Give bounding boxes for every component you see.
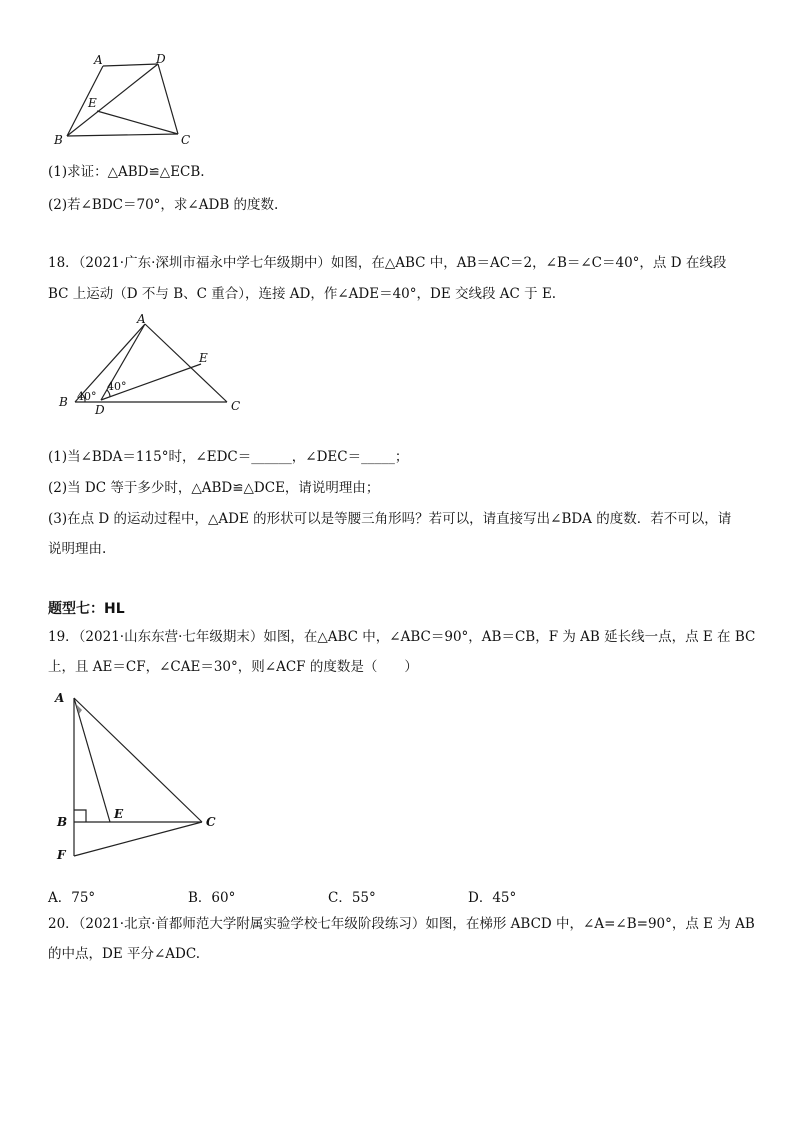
q18-part2: (2)当 DC 等于多少时，△ABD≌△DCE，请说明理由；	[48, 480, 380, 496]
q19-option-c[interactable]: C．55°	[328, 890, 376, 906]
q18-part1: (1)当∠BDA＝115°时，∠EDC＝______，∠DEC＝_____；	[48, 449, 409, 465]
segment-bc	[67, 134, 178, 136]
segment-dc	[158, 64, 178, 134]
segment-ac	[145, 324, 227, 402]
q19-stem-line2: 上，且 AE＝CF，∠CAE＝30°，则∠ACF 的度数是（ ）	[48, 659, 418, 675]
label-d: D	[95, 403, 105, 417]
figure-trapezoid-abcd	[50, 50, 200, 150]
q19-stem-line1: 19．（2021·山东东营·七年级期末）如图，在△ABC 中，∠ABC＝90°，AB＝CB，F 为 AB 延长线一点，点 E 在 BC	[48, 629, 756, 645]
label-e: E	[199, 351, 208, 365]
label-b: B	[57, 815, 68, 829]
label-b: B	[54, 133, 63, 147]
angle-label-b: 40°	[77, 390, 97, 403]
label-d: D	[156, 52, 166, 66]
label-b: B	[59, 395, 68, 409]
segment-bd	[67, 64, 158, 136]
label-c: C	[206, 815, 216, 829]
label-c: C	[231, 399, 241, 413]
segment-ec	[97, 111, 178, 134]
q18-part3-line1: (3)在点 D 的运动过程中，△ADE 的形状可以是等腰三角形吗？若可以，请直接写出∠BDA 的度数．若不可以，请	[48, 511, 732, 527]
q19-option-d[interactable]: D．45°	[468, 890, 517, 906]
q20-stem-line1: 20．（2021·北京·首都师范大学附属实验学校七年级阶段练习）如图，在梯形 ABCD 中，∠A=∠B=90°，点 E 为 AB	[48, 916, 755, 932]
q20-stem-line2: 的中点，DE 平分∠ADC.	[48, 946, 200, 962]
angle-label-d: 40°	[107, 380, 127, 393]
section-heading-hl: 题型七：HL	[48, 601, 125, 617]
q18-stem-line2: BC 上运动（D 不与 B、C 重合），连接 AD，作∠ADE＝40°，DE 交线段 AC 于 E.	[48, 286, 557, 302]
q17-part1: (1)求证：△ABD≌△ECB.	[48, 164, 205, 180]
q19-option-a[interactable]: A．75°	[48, 890, 96, 906]
segment-fc	[74, 822, 202, 856]
q18-stem-line1: 18．（2021·广东·深圳市福永中学七年级期中）如图，在△ABC 中，AB＝AC＝2，∠B＝∠C＝40°，点 D 在线段	[48, 255, 727, 271]
figure-right-triangle-q19	[52, 688, 232, 868]
label-c: C	[181, 133, 191, 147]
right-angle-mark	[74, 810, 86, 822]
label-a: A	[137, 312, 146, 326]
segment-ae	[74, 698, 110, 822]
label-a: A	[94, 53, 103, 67]
label-e: E	[88, 96, 97, 110]
q17-part2: (2)若∠BDC＝70°，求∠ADB 的度数.	[48, 197, 279, 213]
q19-option-b[interactable]: B．60°	[188, 890, 236, 906]
q18-part3-line2: 说明理由.	[48, 541, 107, 557]
segment-ab	[67, 66, 103, 136]
label-e: E	[114, 807, 124, 821]
figure-triangle-abc-q18	[55, 310, 255, 420]
segment-ad	[103, 64, 158, 66]
label-a: A	[55, 691, 65, 705]
label-f: F	[57, 848, 66, 862]
segment-ac	[74, 698, 202, 822]
